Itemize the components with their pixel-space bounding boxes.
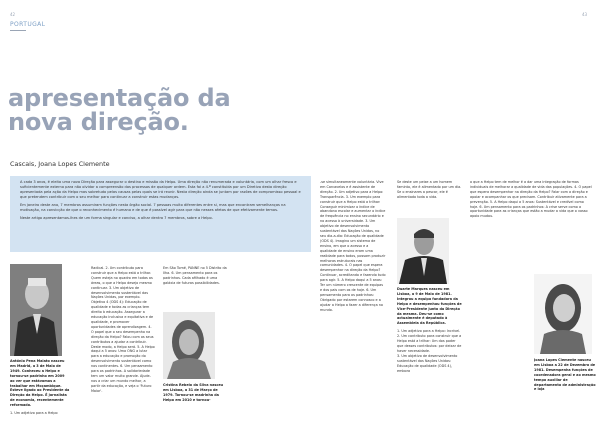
caption-joana: Joana Lopes Clemente nasceu em Lisboa a 22 de Dezembro de 1981. Desempenha funções de coordenadora geral e ao mesmo tempo auxiliar de departamento de administração e loja — [534, 358, 596, 392]
question-5-2: 2. Um contributo para construir que a Helpo está a trilhar: Um dos poder que desses contributos: por deixar de haver necessidade. — [397, 334, 462, 353]
column-3-text: Em São Tomé, PANNE no 5 Distrito da Ilha. 6. Um pensamento para os padrinhos. Cada afilhado é uma galáxia de futuras possibilidades. — [163, 266, 227, 285]
quote-text: Se deste um peixe a um homem faminto, ele é alimentado por um dia. Se o ensinares a pescar, ele é alimentado toda a vida. — [397, 180, 462, 199]
column-2 — [91, 266, 155, 416]
intro-paragraph-3: Neste artigo apresentamos-lhes de um forma singular e conciso, a olhar dentro 7 membros, sobre a Helpo. — [20, 216, 213, 220]
page-number-left: 42 — [10, 12, 16, 17]
caption-antonio: António Pena Malato nasceu em Madrid, a 3 de Maio de 1949. Conheceu a Helpo e tornou-se padrinho em 2009 ao ver que estávamos a trabalhar em Moçambique. Esteve ligado ao Presidente da Direção da Helpo. É jornalista de economia, recentemente reformado. — [10, 359, 70, 408]
column-6-text: o que a Helpo tem de melhor é a dar uma integração de formas individuais de melhorar a qualidade de vida das populações. 4. O papel que espera desempenhar na direção da Helpo? Falar com a direção e apoiar e acompanhar os que precisam. Contribuir ativamente para a prevenção. 5. A Helpo daqui a 5 anos: Sustentável e credível como hoje. 6. Um pensamento para os padrinhos: A crise serve como a oportunidade para as crianças que estão a mudar a vida que o vosso apoio mudou. — [470, 180, 592, 219]
headline-line-1: apresentação da — [8, 84, 231, 112]
column-4 — [320, 180, 386, 416]
column-5-quote — [397, 180, 463, 216]
section-label: PORTUGAL — [10, 21, 46, 28]
portrait-joana-photo — [534, 274, 592, 354]
intro-paragraph-1: A cada 3 anos, é eleita uma nova Direção para assegurar o destino e missão da Helpo. Uma direção não renumerada e voluntária, com um olhar fresco e suficientemente externo para não olvidar a compreensão dos processos de qualquer ordem. Esta foi a 4.ª constituída por um Diretivo desta direção apresentada pela ação da Helpo mas sobretudo pelas causas pelas quais se irá reunir. Nesta direção ainda se juntam por razões de compromisso pessoal e que pretendem contribuir com o seu melhor para continuar a construir estas mudanças. — [20, 180, 301, 199]
column-5 — [397, 287, 463, 416]
portrait-duarte-photo — [397, 218, 449, 284]
portrait-antonio-photo — [10, 264, 62, 356]
question-5-3: 3. Um objetivo de desenvolvimento sustentável das Nações Unidas: Educação de qualidade (ODS 4), embora — [397, 353, 458, 373]
question-1: 1. Um adjetivo para a Helpo — [10, 411, 58, 416]
caption-cristina: Cristina Rebelo da Silva nasceu em Lisboa, a 31 de Março de 1979. Tornou-se madrinha da Helpo em 2010 e tornou- — [163, 383, 224, 402]
column-2-text: Radical. 2. Um contributo para construir que a Helpo está a trilhar. Quem esteja no quadro em todas as áreas, o que a Helpo desejo mesmo continuar. 3. Um objetivo de desenvolvimento sustentável das Nações Unidas, por exemplo. Objetivo 4 (ODS 4): Educação de qualidade e todas as crianças tem direito à educação. Assegurar a educação inclusiva e equitativa e de qualidade, e promover oportunidades de aprendizagem. 4. O papel que o seu desempenho na direção da Helpo? Falou com os seus contributos a ajudar a contribuir. Deste modo, a Helpo será. 5. A Helpo daqui a 5 anos: Uma ONG a lutar para a educação e promoção do desenvolvimento sustentável como nos continentes. 6. Um pensamento para os padrinhos. A solidariedade tem um valor muito grande. Ajude-nos a criar um mundo melhor, a partir da educação, e veja o 'Futuro Maior'. — [91, 266, 155, 393]
article-byline: Cascais, Joana Lopes Clemente — [10, 160, 110, 168]
question-5-1: 1. Um adjetivo para a Helpo: Incrível. — [397, 329, 461, 334]
page-number-right: 43 — [582, 12, 588, 17]
column-3 — [163, 266, 229, 286]
intro-paragraph-2: Em janeiro deste ano, 7 membros assumiram funções nesta órgão social. 7 pessoas muito diferentes entre si, mas que encontram semelhanças na motivação, na convicção de que o reconhecimento é humano e de que é possível agir para que não nesses afetos de que efetivamente temos. — [20, 203, 286, 212]
article-headline — [8, 86, 230, 134]
column-1 — [10, 359, 70, 416]
column-3-caption-block — [163, 383, 229, 403]
caption-duarte: Duarte Marques nasceu em Lisboa, a 9 de Maio de 1981. Integrou a equipa fundadora da Helpo e desempenhou funções de Vice-Presidente junto da Direção da mesma. Deu-se como actualmente é deputado à Assembleia da República. — [397, 287, 462, 326]
column-6-caption-block — [534, 358, 596, 416]
portrait-cristina-photo — [163, 312, 215, 379]
headline-line-2: nova direção. — [8, 108, 189, 136]
section-rule — [10, 30, 26, 31]
column-6 — [470, 180, 592, 268]
column-4-text: -se simultaneamente voluntária. Vive em Carcavelos e é assistente de direção. 2. Um adjetivo para a Helpo: Transparência. 3. Um exemplo para construir que a Helpo está a trilhar: Conseguir minimizar o índice de abandono escolar e aumentar o índice de frequência no ensino secundário e no acesso à universidade. 3. Um objetivo de desenvolvimento sustentável das Nações Unidas, no seu dia-a-dia: Educação de qualidade (ODS 4). Imagino um sistema de ensino, em que o acesso e a qualidade de ensino eram uma realidade para todos, possam produzir melhoras estruturais nas comunidades. 4. O papel que espera desempenhar na direção da Helpo? Continuar, acreditando e fazendo tudo para agir. 5. A Helpo daqui a 5 anos: Ter um número crescente de equipas e dos pais com os de hoje. 6. Um pensamento para os padrinhos: Obrigado por estarem connosco e a ajudar a Helpo a fazer a diferença no mundo. — [320, 180, 386, 312]
intro-box — [10, 176, 311, 252]
